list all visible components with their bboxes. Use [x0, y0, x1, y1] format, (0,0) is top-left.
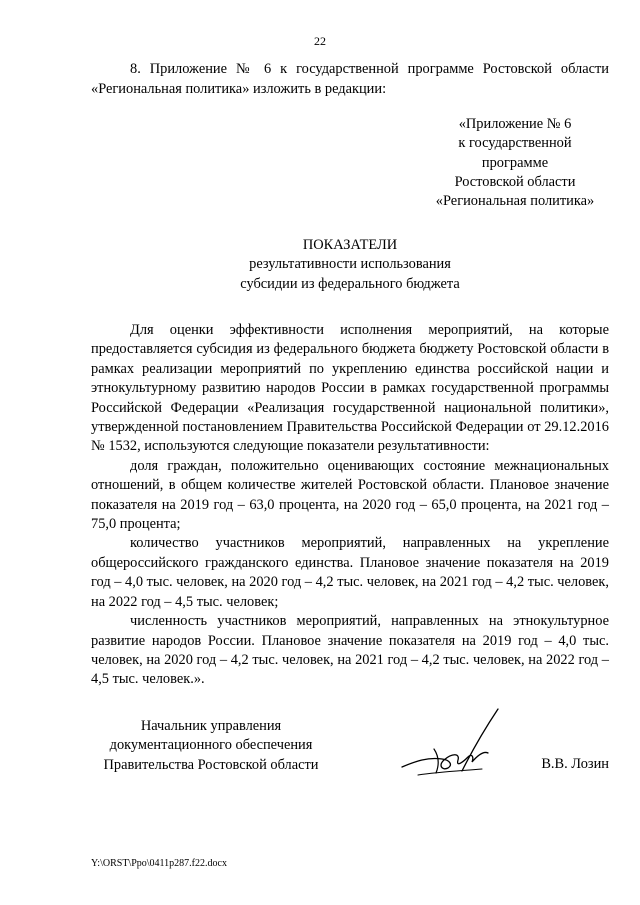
signatory-line: Правительства Ростовской области: [103, 756, 319, 773]
appendix-line: «Региональная политика»: [435, 193, 595, 210]
body-paragraph: численность участников мероприятий, направленных на этнокультурное развитие народов России. Плановое значение показателя на 2019 год – 4,0 тыс. человек, на 2020 год – 4,2 тыс. человек, на 2021 год – 4,2 тыс. человек, на 2022 год – 4,5 тыс. человек.».: [91, 613, 609, 688]
signatory-position: [91, 717, 331, 775]
document-heading: [91, 236, 609, 294]
appendix-line: «Приложение № 6: [458, 116, 572, 132]
body-paragraph: Для оценки эффективности исполнения мероприятий, на которые предоставляется субсидия из федерального бюджета бюджету Ростовской области в рамках реализации мероприятий по укреплению единства российской нации и этнокультурному развитию народов России в рамках государственной программы Российской Федерации «Реализация государственной национальной политики», утвержденной постановлением Правительства Российской Федерации от 29.12.2016 № 1532, используются следующие показатели результативности:: [91, 322, 609, 455]
signatory-line: документационного обеспечения: [109, 737, 313, 754]
handwritten-signature: [398, 705, 508, 785]
signatory-name: В.В. Лозин: [541, 756, 609, 772]
appendix-header: [420, 115, 610, 211]
body-paragraph: доля граждан, положительно оценивающих состояние межнациональных отношений, в общем количестве жителей Ростовской области. Плановое значение показателя на 2019 год – 63,0 процента, на 2020 год – 65,0 процента, на 2021 год – 75,0 процента;: [91, 457, 609, 533]
signatory-line: Начальник управления: [140, 718, 282, 734]
appendix-line: Ростовской области: [454, 173, 576, 190]
appendix-line: программе: [481, 154, 549, 171]
page-number: 22: [314, 34, 326, 48]
appendix-line: к государственной: [458, 135, 572, 152]
body-text: [91, 321, 609, 690]
heading-subtitle: результативности использования: [249, 256, 451, 273]
heading-subtitle: субсидии из федерального бюджета: [240, 275, 460, 292]
intro-paragraph: 8. Приложение № 6 к государственной программе Ростовской области «Региональная политика» изложить в редакции:: [91, 61, 609, 97]
file-path-footer: Y:\ORST\Ppo\0411p287.f22.docx: [91, 858, 227, 869]
body-paragraph: количество участников мероприятий, направленных на укрепление общероссийского гражданского единства. Плановое значение показателя на 2019 год – 4,0 тыс. человек, на 2020 год – 4,2 тыс. человек, на 2021 год – 4,2 тыс. человек, на 2022 год – 4,5 тыс. человек;: [91, 535, 609, 610]
heading-title: ПОКАЗАТЕЛИ: [302, 237, 398, 253]
